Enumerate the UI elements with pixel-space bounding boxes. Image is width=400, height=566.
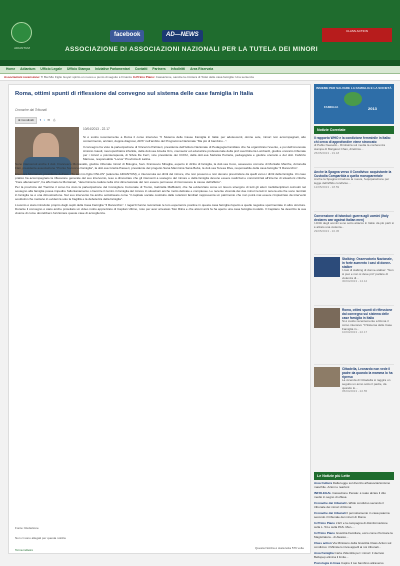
nav-ufficio-stampa[interactable]: Ufficio Stampa xyxy=(67,67,91,72)
class-action-label: CLASS ACTION xyxy=(346,29,368,33)
banner-line-3: 2013 xyxy=(368,106,377,111)
related-title: Il rapporto WHO e la condizione femminile in Italia: chi cerca di approfondire viene stroncato xyxy=(314,136,391,144)
most-read-item[interactable] xyxy=(314,562,394,566)
related-desc: I casi di stalking di donne-stalker: "Non si può e non si deve più" parlare di violenza di... xyxy=(342,268,394,280)
sidebar-banner[interactable] xyxy=(314,84,394,124)
most-read-text: Il pernottamento in casa paterna secondo il tribunale dei minori di Roma xyxy=(314,511,390,519)
article-paragraph: Sono intervenuti anche il dott. Francesco Morcavallo, giudice tribunale minori di Bologna, l'avv. Francesco Miraglia, esperto in diritto di famiglia, la dott.ssa Coco, assessore comune di Montalto Marche, Antonella Flati, presidente associazione "Pronto Soccorso Famiglia", la dott.ssa Grazia Passeri, presidente del progetto Sana Mammina Sana Bebè, la dott.ssa Teresa Riva, responsabile della casa famiglia "Il Ranocchio". xyxy=(15,162,306,171)
most-read-tag: Psicologia in linea xyxy=(314,561,341,565)
facebook-link[interactable]: facebook xyxy=(110,30,144,42)
related-date: 05/04/2013 - 22.55 xyxy=(342,389,368,394)
most-read-text: L'affido condiviso secondo il tribunale dei minori di Roma xyxy=(314,501,384,509)
most-read-tag: Area Famiglia xyxy=(314,551,334,555)
article-panel xyxy=(8,84,311,554)
nav-adiantum[interactable]: Adiantum xyxy=(20,67,36,72)
ad-news-link[interactable]: AD—NEWS xyxy=(162,30,203,42)
related-item[interactable] xyxy=(342,308,394,335)
most-read-text: Dalla legge sul divorzio all'associazionismo maschile. Azioni e reazioni xyxy=(314,481,391,489)
share-bar xyxy=(15,117,55,124)
related-title: Roma, ottimi spunti di riflessione dal convegno sul sistema delle case famiglia in Italia xyxy=(342,308,393,320)
main-nav xyxy=(0,66,400,74)
ticker-text: Ti Bai Mio Figlio Goyal: spirito un nuovo e punto di seguito è Finanze xyxy=(40,75,133,79)
related-title: Stalking: Osservatorio Nazionale, in forte aumento i casi di donne-stalker xyxy=(342,257,393,269)
related-desc: La vicenda di Cittadella si raggira un seguito un anno sotto il padre, da quando lo... xyxy=(342,378,391,390)
most-read-text: Carta d'identità per i minori: il decreto Bellopep elimina il limite... xyxy=(314,551,385,559)
related-date: 10/04/2013 - 22.17 xyxy=(342,330,368,335)
most-read-item[interactable] xyxy=(314,532,394,540)
sidebar xyxy=(314,84,394,565)
tree-icon xyxy=(344,92,362,106)
ticker-bold: In Primo Piano: xyxy=(132,75,155,79)
divider xyxy=(314,211,394,212)
most-read-item[interactable] xyxy=(314,492,394,500)
most-read-item[interactable] xyxy=(314,502,394,510)
related-date: 12/05/2013 - 18.59 xyxy=(314,184,340,189)
print-icon[interactable]: ⎙ xyxy=(53,117,56,122)
related-desc: I diritti degli uomini sono sotto attacco in Italia: da più parti si è alzato una violenta... xyxy=(314,221,394,229)
related-title: Cittadella, Leonardo non vede il padre da quando la mamma lo ha ripreso xyxy=(342,367,393,379)
most-read-item[interactable] xyxy=(314,522,394,530)
nav-contatti[interactable]: Contatti xyxy=(134,67,148,72)
divider xyxy=(314,305,394,306)
article-paragraph: Il convegno ha visto la partecipazione di Vincenzo Palmieri, presidente dell'Istituto Nazionale di Pedagogia Familiare che ha organizzato l'evento, e poi dell'onorevole Antonio Gaudi, neuropsichiatra infantile, della dott.ssa Amelia Izzo, counselor ed educatrice professionale della prof.ssa Roberta Lombardi, giudice onorario tribunale per i minori e psicoterapeuta, di Silvia De Ferri, vice presidente dei CCDU, della dott.ssa Stefania Petraria, pedagogista e giudice onorario e del dott. Fabrizio Marrese, responsabile "Locus" Provincia di Latina. xyxy=(83,144,306,161)
most-read-item[interactable] xyxy=(314,512,394,520)
most-read-tag: Cronache dai tribunali xyxy=(314,501,346,505)
related-desc: di Pablo Neesello - Rimbalza sul media la conferenza stampa di Margaret Chan, direttrice... xyxy=(314,143,386,151)
related-title: Convenzione di Istanbul: guerra agli uomini (Italy declares war against Italian men) xyxy=(314,214,389,222)
article-category[interactable]: Cronache dai Tribunali xyxy=(15,108,47,112)
adiantum-logo-icon[interactable] xyxy=(11,22,32,43)
most-read-item[interactable] xyxy=(314,482,394,490)
most-read-item[interactable] xyxy=(314,552,394,560)
most-read-tag: INFOLEGAL xyxy=(314,491,332,495)
related-item[interactable] xyxy=(314,170,394,189)
nav-area-riservata[interactable]: Area Riservata xyxy=(190,67,214,72)
related-item[interactable] xyxy=(314,136,394,155)
most-read-tag: Class action xyxy=(314,541,332,545)
article-paragraph: Si è svolto recentemente a Roma il corso intensivo "Il Sistema delle Casse Famiglia in Italia: per adolescenti, donne sole, minori non accompagnati, alto contenimento, anziani, doppia diagnosi, ADS" nell'ambito del Programma Nazionale "Ma più di bambino...". xyxy=(83,135,306,144)
nav-home[interactable]: Home xyxy=(6,67,16,72)
related-date: 30/04/2013 - 14.12 xyxy=(342,279,368,284)
nav-infodiritti[interactable]: Infodiritti xyxy=(170,67,186,72)
related-thumb[interactable] xyxy=(314,367,340,387)
article-title: Roma, ottimi spunti di riflessione dal convegno sul sistema delle case famiglia in Italia xyxy=(15,91,254,97)
related-desc: Si è svolto recentemente a Roma il corso intensivo "Il Sistema delle Case Famiglia in... xyxy=(342,319,393,331)
most-read-heading: Le Notizie più Lette xyxy=(314,472,394,480)
article-paragraph: L'evento è stato introdotto proprio dagli ospiti della Casa Famiglia "Il Ranocchio". I ragazzi hanno raccontato le loro esperienze positive in questa casa famiglia rispetto a quelle negative sperimentate in altre strutture. Durante il convegno è stato anche proiettato un video molto apprezzato di Capitan Ultimo, noto per aver arrestato Totò Riina e che alcuni anni fa ha aperto una casa famiglia modello. Il Capitano ha descritto la sua visione di come dovrebbero funzionare queste case di accoglienza. xyxy=(15,202,306,215)
related-title: Anche la Spagna verso il Condiviso: acquistante la Custodia Compartida a quella monoparentale xyxy=(314,170,392,178)
nav-iniziative[interactable]: Iniziative Parlamentari xyxy=(95,67,130,72)
related-desc: Anche la Spagna introduce la nuova, l'equiparazione per legge dell'affido condiviso... xyxy=(314,177,390,185)
article-date: 10/04/2013 - 22.17 xyxy=(83,127,110,131)
attachments-note: Non ci sono allegati per questa notizia xyxy=(15,536,66,540)
article-paragraph: Per la provincia del Trentino il corso ha visto la partecipazione del Consigliere Comunale di Trento, Gabriella Maffioletti, che ha evidenziato come un lavoro sinergico di tutti gli attori multidisciplinari coinvolti nel sostegno alla famiglia possa impedire l'allontanamento o favorire il rientro in famiglia del minore in situazioni anche molto delicate e complesse. Le recente vicenda dei due minori tenuti in tenera età che sono rientrati in famiglia ne è una dimostrazione. Nel suo intervento ha anche sottolineato come "il capitale sociale costituito dalle relazioni familiari rappresenta un patrimonio che non potrà mai essere rimpiazzato da interventi sostitutivi che mettano in evidenza solo la fragilità e la debolezza della famiglia". xyxy=(15,185,306,202)
most-read-text: Via Ministero della Giustizia Class Action sul condiviso: il Ministero invia appelli ai noi tribunali... xyxy=(314,541,392,549)
class-action-banner[interactable] xyxy=(322,28,392,42)
share-button[interactable] xyxy=(15,117,37,124)
most-read-text: Giustizia Familiare, ecco come riformare la Magistratura - di Alessio... xyxy=(314,531,393,539)
divider xyxy=(314,254,394,255)
article-body xyxy=(15,133,306,216)
twitter-icon[interactable]: t xyxy=(43,117,45,122)
most-read-text: Cassazione Penale: è reato alzare il dito medio in segno di offesa xyxy=(314,491,386,499)
view-count: Questa Notizia è stata letta 576 volte xyxy=(254,546,304,550)
related-item[interactable] xyxy=(314,214,394,233)
most-read-tag: Cronache dai tribunali xyxy=(314,511,346,515)
most-read-text: L'EV e la campagna di disinformazione sulla L. 54 e sulla PAS. Ma L... xyxy=(314,521,388,529)
most-read-list xyxy=(314,482,394,566)
banner-line-2: FAMIGLIA xyxy=(324,105,339,109)
divider xyxy=(314,167,394,168)
most-read-tag: Area Cultura xyxy=(314,481,333,485)
site-title: ASSOCIAZIONE DI ASSOCIAZIONI NAZIONALI PER LA TUTELA DEI MINORI xyxy=(65,46,318,53)
most-read-item[interactable] xyxy=(314,542,394,550)
related-thumb[interactable] xyxy=(314,308,340,328)
article-paragraph: Eleonora Montanari, presidente dell'ass. "Tu sei mio figlio ONLUS" (aderente ADIANTUM), è intervenuta sui diritti del minore, che non possono e non devono prescindere da quelli verso i diritti della famiglia. Un caso pratico ha accompagnato la riflessione generale del suo intervento, teso a dimostrare che gli interventi a sostegno del minore e della famiglia devono essere realizzati e concretizzati all'interno di situazioni critiche "Fare allenamenti", ha affermato la Montanari, "determina la caduta nella crisi dimensionale del non essere permesso di riconoscere le cause dell'affetto". xyxy=(15,171,306,184)
share-icon: ⊕ xyxy=(18,117,21,122)
logo-text: ADIANTUM xyxy=(14,46,30,50)
most-read-tag: In Primo Piano xyxy=(314,521,336,525)
nav-partners[interactable]: Partners xyxy=(152,67,166,72)
back-link[interactable]: Torna indietro xyxy=(15,548,34,552)
related-item[interactable] xyxy=(342,367,394,394)
news-ticker[interactable] xyxy=(0,74,400,81)
related-date: 29/05/2013 - 10.45 xyxy=(314,228,340,233)
banner-line-1: INSIEME PER SALVARE LA FAMIGLIA E LA SOCIETÀ xyxy=(316,86,392,90)
divider xyxy=(314,364,394,365)
site-header xyxy=(0,0,400,66)
ticker-label: Associazioni recensione: xyxy=(4,75,41,79)
article-source: Fonte: Redazione xyxy=(15,526,39,530)
nav-ufficio-legale[interactable]: Ufficio Legale xyxy=(40,67,62,72)
related-item[interactable] xyxy=(342,257,394,284)
related-date: 25/05/2013 - 19.18 xyxy=(314,150,340,155)
ticker-text-2: Cassazione, sancite la cimitera di Toilet delle casa famiglia: Una sentenza xyxy=(155,75,254,79)
most-read-text: Capire il tuo bambino attraverso xyxy=(341,561,384,565)
email-icon[interactable]: ✉ xyxy=(47,117,51,122)
related-news-heading: Notizie Correlate xyxy=(314,126,394,134)
facebook-icon[interactable]: f xyxy=(39,117,41,122)
most-read-tag: In Primo Piano xyxy=(314,531,336,535)
share-label: Condividi xyxy=(21,117,34,122)
related-thumb[interactable] xyxy=(314,257,340,277)
